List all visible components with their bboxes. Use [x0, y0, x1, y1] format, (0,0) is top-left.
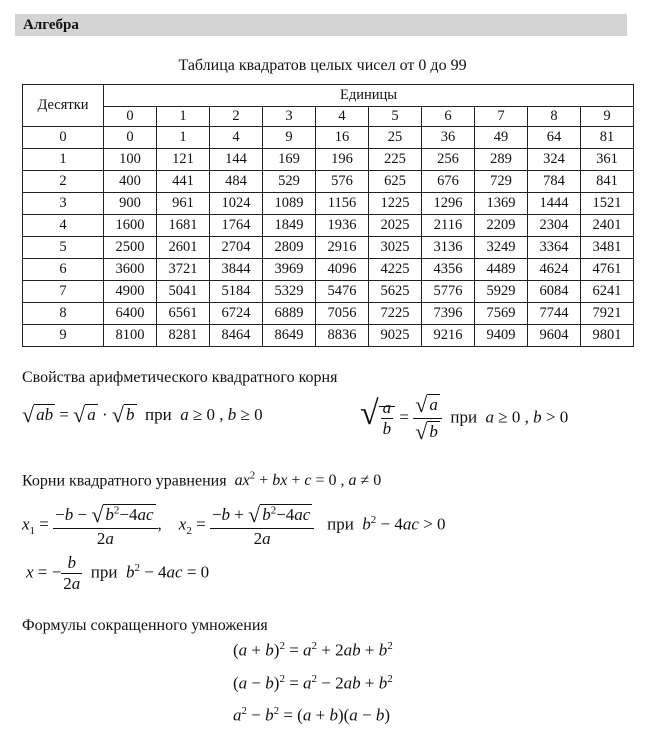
table-cell: 0	[104, 127, 157, 149]
table-cell: 5329	[263, 281, 316, 303]
table-cell: 3136	[422, 237, 475, 259]
tens-label: 2	[23, 171, 104, 193]
table-cell: 7056	[316, 303, 369, 325]
table-cell: 4225	[369, 259, 422, 281]
table-cell: 9216	[422, 325, 475, 347]
table-cell: 2704	[210, 237, 263, 259]
table-cell: 289	[475, 149, 528, 171]
table-cell: 5476	[316, 281, 369, 303]
table-cell: 729	[475, 171, 528, 193]
table-cell: 576	[316, 171, 369, 193]
table-cell: 2401	[581, 215, 634, 237]
table-cell: 625	[369, 171, 422, 193]
table-cell: 1444	[528, 193, 581, 215]
table-cell: 3721	[157, 259, 210, 281]
table-cell: 6561	[157, 303, 210, 325]
table-cell: 4900	[104, 281, 157, 303]
quad-double-root-formula: x = − $\frac{b}{2a}$ при $b^2 - 4ac = 0$	[26, 553, 210, 593]
table-cell: 7569	[475, 303, 528, 325]
table-cell: 400	[104, 171, 157, 193]
difference-of-squares-formula: $a^2 - b^2 = (a + b)(a - b)$	[233, 705, 391, 725]
table-cell: 784	[528, 171, 581, 193]
table-cell: 3249	[475, 237, 528, 259]
table-cell: 2500	[104, 237, 157, 259]
digit-row	[23, 107, 634, 127]
table-cell: 3600	[104, 259, 157, 281]
digit-header-4: 4	[316, 107, 369, 127]
table-cell: 4761	[581, 259, 634, 281]
digit-header-3: 3	[263, 107, 316, 127]
table-cell: 8464	[210, 325, 263, 347]
table-cell: 225	[369, 149, 422, 171]
table-cell: 1296	[422, 193, 475, 215]
table-cell: 16	[316, 127, 369, 149]
table-cell: 841	[581, 171, 634, 193]
table-cell: 7744	[528, 303, 581, 325]
table-cell: 3364	[528, 237, 581, 259]
table-cell: 1936	[316, 215, 369, 237]
tens-label: 0	[23, 127, 104, 149]
tens-label: 3	[23, 193, 104, 215]
digit-header-9: 9	[581, 107, 634, 127]
table-row	[23, 303, 634, 325]
table-cell: 2209	[475, 215, 528, 237]
table-cell: 5776	[422, 281, 475, 303]
table-caption: Таблица квадратов целых чисел от 0 до 99	[178, 57, 467, 74]
quad-section-title: Корни квадратного уравнения $ax^2$ + bx + c = 0 , a ≠ 0	[22, 470, 382, 490]
table-cell: 1156	[316, 193, 369, 215]
table-cell: 6724	[210, 303, 263, 325]
table-cell: 25	[369, 127, 422, 149]
table-cell: 5184	[210, 281, 263, 303]
table-cell: 4096	[316, 259, 369, 281]
mult-section-title: Формулы сокращенного умножения	[22, 617, 268, 634]
table-cell: 6241	[581, 281, 634, 303]
table-cell: 8100	[104, 325, 157, 347]
table-cell: 900	[104, 193, 157, 215]
table-cell: 9025	[369, 325, 422, 347]
table-row	[23, 259, 634, 281]
tens-label: 8	[23, 303, 104, 325]
table-cell: 3844	[210, 259, 263, 281]
table-row	[23, 193, 634, 215]
table-cell: 361	[581, 149, 634, 171]
table-cell: 1369	[475, 193, 528, 215]
table-cell: 3481	[581, 237, 634, 259]
table-cell: 5041	[157, 281, 210, 303]
digit-header-2: 2	[210, 107, 263, 127]
digit-header-0: 0	[104, 107, 157, 127]
col-header: Единицы	[104, 85, 634, 107]
digit-header-8: 8	[528, 107, 581, 127]
tens-label: 9	[23, 325, 104, 347]
table-body	[23, 127, 634, 347]
digit-header-7: 7	[475, 107, 528, 127]
table-cell: 9604	[528, 325, 581, 347]
digit-header-6: 6	[422, 107, 475, 127]
table-cell: 6400	[104, 303, 157, 325]
table-header-row	[23, 85, 634, 107]
table-row	[23, 325, 634, 347]
table-cell: 9801	[581, 325, 634, 347]
table-cell: 1521	[581, 193, 634, 215]
table-cell: 4	[210, 127, 263, 149]
row-header: Десятки	[23, 85, 104, 127]
table-cell: 961	[157, 193, 210, 215]
table-cell: 2809	[263, 237, 316, 259]
table-cell: 121	[157, 149, 210, 171]
table-cell: 8836	[316, 325, 369, 347]
squares-table	[22, 84, 634, 347]
table-cell: 2916	[316, 237, 369, 259]
table-cell: 9409	[475, 325, 528, 347]
table-cell: 36	[422, 127, 475, 149]
table-cell: 676	[422, 171, 475, 193]
table-row	[23, 127, 634, 149]
table-cell: 1	[157, 127, 210, 149]
table-cell: 1681	[157, 215, 210, 237]
table-cell: 7921	[581, 303, 634, 325]
table-cell: 7396	[422, 303, 475, 325]
table-row	[23, 281, 634, 303]
table-cell: 144	[210, 149, 263, 171]
sqrt-product-formula: √ ab = √ a · √ b при a ≥ 0 , b ≥ 0	[22, 402, 263, 427]
digit-header-1: 1	[157, 107, 210, 127]
table-cell: 1849	[263, 215, 316, 237]
table-cell: 1089	[263, 193, 316, 215]
table-cell: 4356	[422, 259, 475, 281]
table-cell: 484	[210, 171, 263, 193]
table-cell: 6084	[528, 281, 581, 303]
table-cell: 529	[263, 171, 316, 193]
table-row	[23, 215, 634, 237]
table-cell: 49	[475, 127, 528, 149]
table-cell: 7225	[369, 303, 422, 325]
table-cell: 3025	[369, 237, 422, 259]
table-cell: 5625	[369, 281, 422, 303]
section-header: Алгебра	[15, 14, 627, 36]
quad-roots-formula: $x_1$ = $\frac{-b - √ b^2-4ac}{2a}$ , $x_2$ = $\frac{-b + √ b^2-4ac}{2a}$ при $b^2 - 4ac > 0$	[22, 502, 446, 548]
table-cell: 1764	[210, 215, 263, 237]
table-cell: 1600	[104, 215, 157, 237]
table-cell: 8281	[157, 325, 210, 347]
table-cell: 1024	[210, 193, 263, 215]
table-cell: 2304	[528, 215, 581, 237]
sqrt-quotient-formula: √ $\frac{a}{b}$ = $\frac{√ a}{√ b}$ при a ≥ 0 , b > 0	[360, 392, 569, 444]
table-cell: 6889	[263, 303, 316, 325]
table-row	[23, 149, 634, 171]
table-cell: 2025	[369, 215, 422, 237]
table-cell: 2601	[157, 237, 210, 259]
table-cell: 4489	[475, 259, 528, 281]
table-cell: 256	[422, 149, 475, 171]
table-cell: 324	[528, 149, 581, 171]
table-cell: 9	[263, 127, 316, 149]
tens-label: 1	[23, 149, 104, 171]
table-cell: 4624	[528, 259, 581, 281]
sqrt-section-title: Свойства арифметического квадратного корня	[22, 369, 338, 386]
table-cell: 5929	[475, 281, 528, 303]
square-of-sum-formula: $(a + b)^2 = a^2 + 2ab + b^2$	[233, 640, 393, 660]
tens-label: 4	[23, 215, 104, 237]
digit-header-5: 5	[369, 107, 422, 127]
tens-label: 6	[23, 259, 104, 281]
tens-label: 5	[23, 237, 104, 259]
table-cell: 81	[581, 127, 634, 149]
table-cell: 64	[528, 127, 581, 149]
table-cell: 196	[316, 149, 369, 171]
table-cell: 3969	[263, 259, 316, 281]
tens-label: 7	[23, 281, 104, 303]
square-of-difference-formula: $(a - b)^2 = a^2 - 2ab + b^2$	[233, 673, 393, 693]
table-cell: 1225	[369, 193, 422, 215]
table-cell: 169	[263, 149, 316, 171]
table-cell: 2116	[422, 215, 475, 237]
table-row	[23, 171, 634, 193]
table-row	[23, 237, 634, 259]
table-cell: 8649	[263, 325, 316, 347]
table-cell: 441	[157, 171, 210, 193]
table-cell: 100	[104, 149, 157, 171]
